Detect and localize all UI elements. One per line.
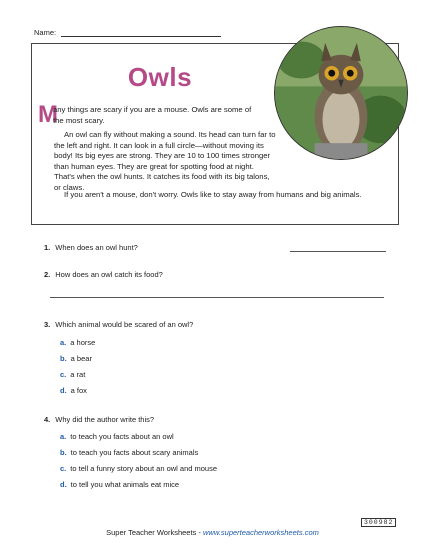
footer — [0, 528, 425, 537]
option-text: to teach you facts about scary animals — [70, 448, 199, 457]
option-letter: d. — [60, 386, 67, 395]
option-text: to teach you facts about an owl — [70, 432, 174, 441]
owl-photo — [274, 26, 408, 160]
option-text: a horse — [70, 338, 96, 347]
name-line[interactable] — [61, 28, 221, 37]
option-text: a bear — [70, 354, 92, 363]
q3-option-d[interactable] — [60, 386, 87, 395]
worksheet-code: 300982 — [361, 518, 396, 527]
question-text: When does an owl hunt? — [55, 243, 138, 252]
question-number: 1. — [44, 243, 51, 252]
question-text: Why did the author write this? — [55, 415, 155, 424]
paragraph-2: An owl can fly without making a sound. Its head can turn far to the left and right. It can look in a full circle—without moving its body! Its big eyes are strong. They are 10 to 100 times stronger than human eyes. They are great for spotting food at night. That's when the owl hunts. It catches its food with its big talons, or claws. — [54, 130, 276, 192]
q3-option-a[interactable] — [60, 338, 95, 347]
option-text: a rat — [70, 370, 86, 379]
article-title: Owls — [127, 62, 193, 92]
answer-line-1[interactable] — [290, 251, 386, 252]
question-text: How does an owl catch its food? — [55, 270, 163, 279]
answer-line-2[interactable] — [50, 297, 384, 298]
option-letter: d. — [60, 480, 67, 489]
q3-option-b[interactable] — [60, 354, 92, 363]
q3-option-c[interactable] — [60, 370, 85, 379]
option-text: to tell a funny story about an owl and mouse — [70, 464, 218, 473]
option-letter: b. — [60, 354, 67, 363]
option-letter: c. — [60, 464, 67, 473]
question-number: 2. — [44, 270, 51, 279]
question-4 — [44, 415, 154, 424]
option-letter: c. — [60, 370, 67, 379]
question-3 — [44, 320, 193, 329]
option-letter: a. — [60, 432, 67, 441]
name-field — [34, 28, 221, 37]
q4-option-c[interactable] — [60, 464, 217, 473]
question-text: Which animal would be scared of an owl? — [55, 320, 194, 329]
footer-url-link[interactable]: www.superteacherworksheets.com — [202, 528, 319, 537]
q4-option-a[interactable] — [60, 432, 174, 441]
paragraph-3: If you aren't a mouse, don't worry. Owls like to stay away from humans and big animals. — [64, 190, 362, 199]
option-text: a fox — [70, 386, 87, 395]
q4-option-b[interactable] — [60, 448, 198, 457]
question-2 — [44, 270, 163, 279]
paragraph-1: any things are scary if you are a mouse. Owls are some of the most scary. — [53, 105, 252, 125]
question-number: 3. — [44, 320, 51, 329]
footer-separator: - — [196, 528, 203, 537]
question-number: 4. — [44, 415, 51, 424]
option-text: to tell you what animals eat mice — [70, 480, 180, 489]
name-label: Name: — [34, 28, 57, 37]
option-letter: a. — [60, 338, 67, 347]
question-1 — [44, 243, 138, 252]
footer-brand: Super Teacher Worksheets — [106, 528, 197, 537]
drop-cap: M — [38, 101, 58, 128]
q4-option-d[interactable] — [60, 480, 179, 489]
option-letter: b. — [60, 448, 67, 457]
